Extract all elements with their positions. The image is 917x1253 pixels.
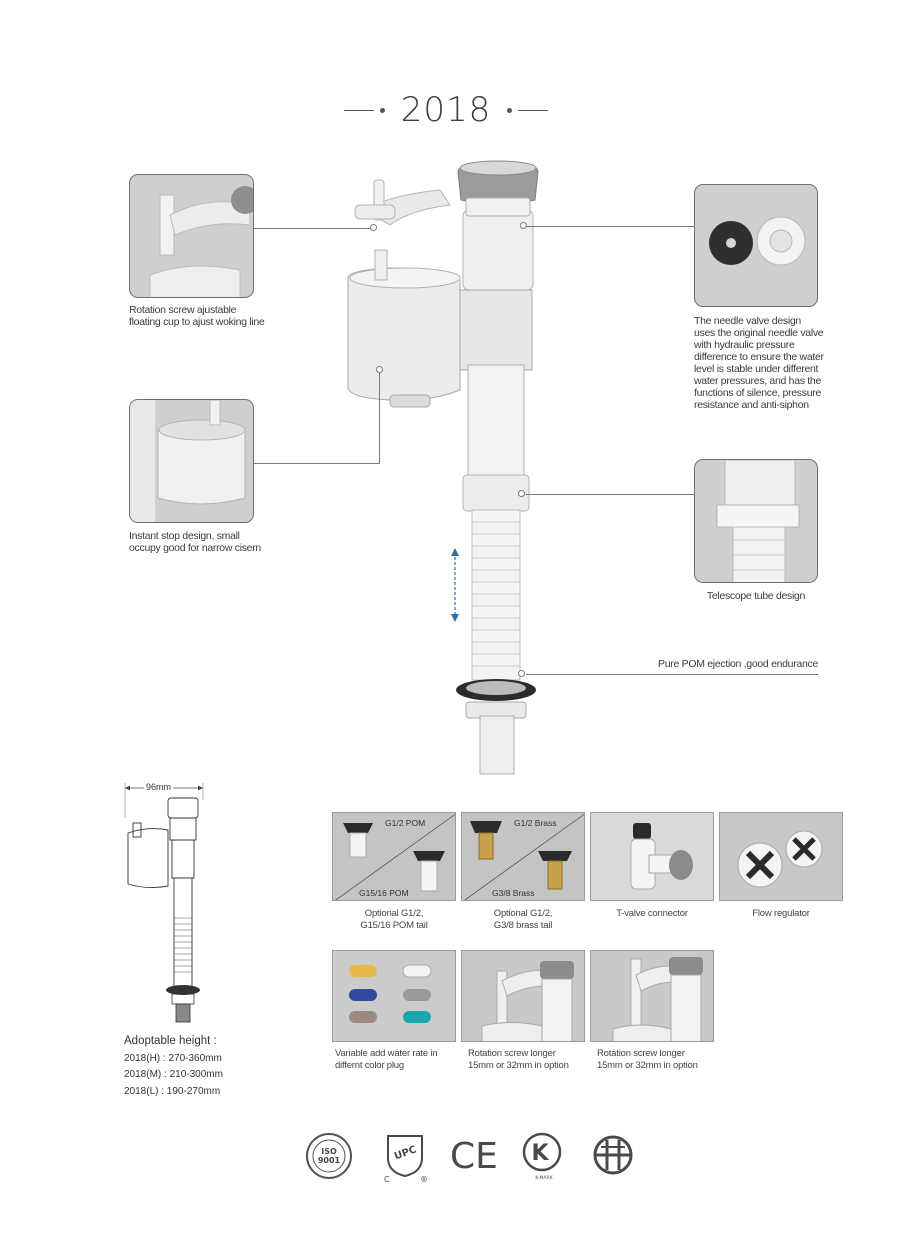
cupc-logo: [380, 1132, 430, 1184]
rotation-screw-photo: [129, 174, 254, 298]
fill-valve-product-image: [330, 150, 570, 790]
model-number: 2018: [400, 90, 492, 130]
connector-line-rotation: [254, 228, 374, 229]
connector-line-pom: [526, 674, 818, 675]
tile-label-g12-pom: G1/2 POM: [385, 818, 426, 828]
title-line-right: [518, 110, 548, 111]
caption-t-valve: T-valve connector: [616, 908, 688, 919]
connector-line-telescope: [526, 494, 694, 495]
svg-text:K: K: [531, 1141, 549, 1166]
option-tile-t-valve: [590, 812, 714, 901]
caption-pom-tail: Optional G1/2, G15/16 POM tail: [360, 908, 428, 931]
svg-text:9001: 9001: [317, 1156, 341, 1165]
iso-9001-logo: [305, 1132, 353, 1180]
width-dimension-label: 96mm: [146, 782, 172, 792]
caption-rotation-screw-2: Rotation screw longer 15mm or 32mm in option: [597, 1048, 698, 1071]
height-row-l: 2018(L) : 190-270mm: [124, 1085, 221, 1097]
connector-line-instant-v: [379, 370, 380, 464]
title-dot-left: [380, 108, 385, 113]
tile-label-g1516-pom: G15/16 POM: [359, 888, 409, 898]
page-title: [336, 88, 556, 132]
height-row-h: 2018(H) : 270-360mm: [124, 1052, 222, 1064]
caption-flow-regulator: Flow regulator: [752, 908, 810, 919]
title-dot-right: [507, 108, 512, 113]
svg-text:ISO: ISO: [321, 1147, 337, 1156]
telescope-tube-photo: [694, 459, 818, 583]
option-tile-flow-regulator: [719, 812, 843, 901]
option-tile-brass-tail: [461, 812, 585, 901]
telescope-tube-caption: Telescope tube design: [706, 590, 806, 602]
rotation-screw-caption: Rotation screw ajustable floating cup to ajust woking line: [129, 304, 265, 328]
needle-valve-caption: The needle valve design uses the original needle valve with hydraulic pressure difference to ensure the water level is stable under different water pressures, and has the functions of silence, pressure resistance and anti-siphon: [694, 315, 824, 411]
heights-title: Adoptable height :: [124, 1035, 217, 1047]
tile-label-g38-brass: G3/8 Brass: [492, 888, 535, 898]
connector-dot-rotation: [370, 224, 377, 231]
pom-ejection-caption: Pure POM ejection ,good endurance: [658, 658, 818, 670]
option-tile-color-plugs: [332, 950, 456, 1042]
svg-text:K-MARK: K-MARK: [535, 1176, 553, 1181]
needle-valve-photo: [694, 184, 818, 307]
instant-stop-caption: Instant stop design, small occupy good for narrow cisern: [129, 530, 261, 554]
connector-dot-instant: [376, 366, 383, 373]
svg-text:UPC: UPC: [392, 1144, 419, 1163]
height-row-m: 2018(M) : 210-300mm: [124, 1069, 223, 1080]
k-mark-logo: [522, 1132, 566, 1182]
instant-stop-photo: [129, 399, 254, 523]
dimension-drawing: [118, 778, 213, 1028]
tile-label-g12-brass: G1/2 Brass: [514, 818, 557, 828]
caption-rotation-screw-1: Rotation screw longer 15mm or 32mm in option: [468, 1048, 569, 1071]
connector-dot-telescope: [518, 490, 525, 497]
ce-logo: CE: [450, 1136, 498, 1177]
option-tile-rotation-screw-2: [590, 950, 714, 1042]
connector-dot-pom: [518, 670, 525, 677]
caption-brass-tail: Optional G1/2, G3/8 brass tail: [493, 908, 553, 931]
adoptable-heights: [124, 1033, 284, 1100]
caption-color-plugs: Variable add water rate in differnt color plug: [335, 1048, 438, 1071]
connector-dot-needle: [520, 222, 527, 229]
option-tile-pom-tail: [332, 812, 456, 901]
option-tile-rotation-screw-1: [461, 950, 585, 1042]
connector-line-instant-h: [254, 463, 380, 464]
hk-wsd-logo: [592, 1134, 634, 1176]
connector-line-needle: [526, 226, 694, 227]
svg-text:C: C: [384, 1175, 390, 1184]
svg-text:®: ®: [420, 1175, 428, 1184]
title-line-left: [344, 110, 374, 111]
